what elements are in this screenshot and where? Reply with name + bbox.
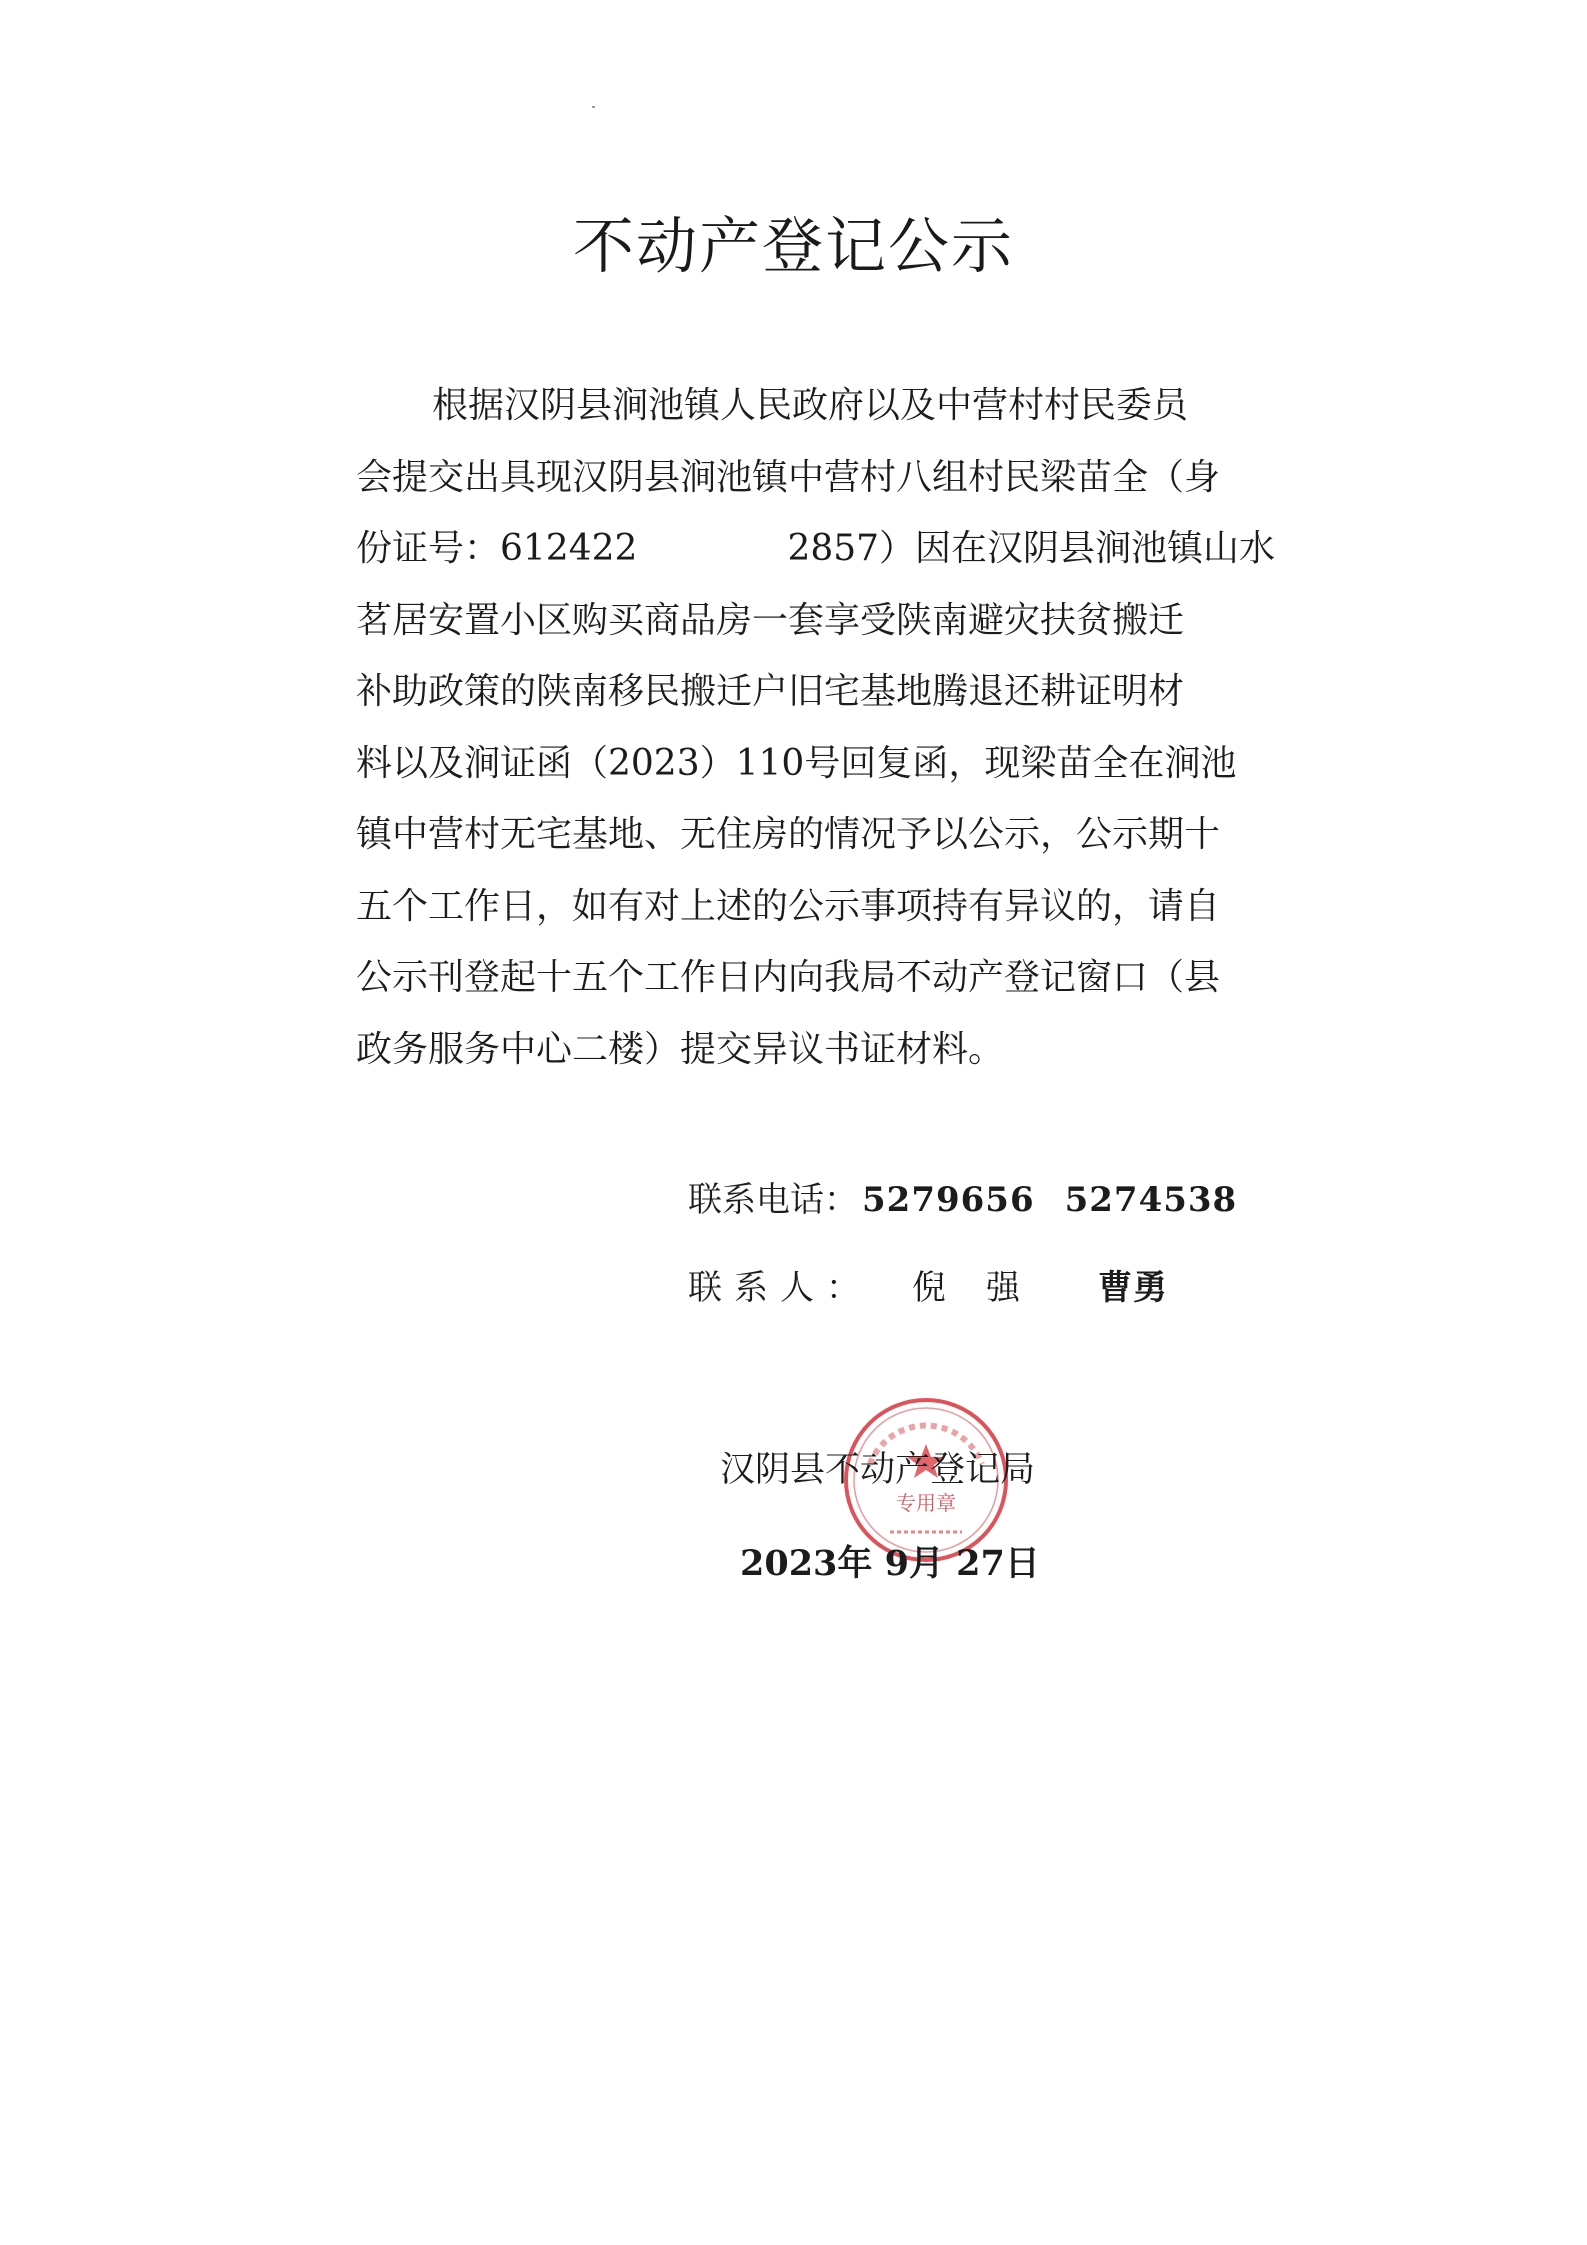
- body-line: 镇中营村无宅基地、无住房的情况予以公示，公示期十: [356, 814, 1221, 855]
- contact-person: 倪: [912, 1268, 946, 1308]
- phone-number: 5279656: [862, 1180, 1035, 1220]
- issue-date: 2023年 9月 27日: [740, 1543, 1040, 1584]
- page-title: 不动产登记公示: [572, 211, 1014, 282]
- contact-person-row: [688, 1260, 1237, 1348]
- signature-block: [720, 1442, 1120, 1586]
- contact-person: 曹勇: [1098, 1268, 1168, 1308]
- issuing-organization: 汉阴县不动产登记局: [720, 1450, 1036, 1490]
- phone-label: 联系电话：: [688, 1180, 858, 1220]
- seal-text: 专用章: [896, 1491, 956, 1515]
- body-line: 政务服务中心二楼）提交异议书证材料。: [356, 1028, 1005, 1070]
- body-line: 会提交出具现汉阴县涧池镇中营村八组村民梁苗全（身: [356, 456, 1221, 498]
- body-line: 补助政策的陕南移民搬迁户旧宅基地腾退还耕证明材: [356, 671, 1185, 712]
- body-line: 公示刊登起十五个工作日内向我局不动产登记窗口（县: [356, 957, 1221, 998]
- contact-phone-row: [688, 1172, 1237, 1260]
- contact-block: [688, 1172, 1237, 1348]
- body-line: 五个工作日，如有对上述的公示事项持有异议的，请自: [356, 885, 1221, 927]
- scan-speck: [592, 106, 595, 108]
- body-line-id: [356, 513, 1276, 585]
- body-line: 根据汉阴县涧池镇人民政府以及中营村村民委员: [432, 385, 1189, 426]
- contact-person: 强: [986, 1268, 1020, 1308]
- id-prefix: 份证号：612422: [356, 528, 638, 569]
- body-line: 料以及涧证函（2023）110号回复函，现梁苗全在涧池: [356, 742, 1237, 784]
- body-line: 茗居安置小区购买商品房一套享受陕南避灾扶贫搬迁: [356, 599, 1185, 641]
- person-label: 联系人：: [688, 1268, 872, 1308]
- id-suffix: 2857）因在汉阴县涧池镇山水: [787, 528, 1276, 569]
- notice-body: [356, 370, 1276, 1085]
- phone-number: 5274538: [1064, 1180, 1238, 1220]
